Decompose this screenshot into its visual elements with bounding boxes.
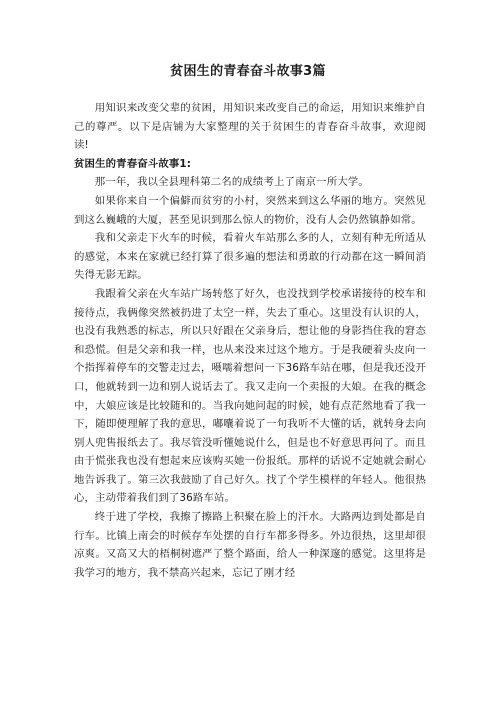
- document-title: 贫困生的青春奋斗故事3篇: [170, 64, 326, 79]
- body-paragraph: 如果你来自一个偏僻而贫穷的小村，突然来到这么华丽的地方。突然见到这么巍峨的大厦，甚至见识到那么惊人的物价，没有人会仍然镇静如常。: [74, 194, 426, 226]
- body-paragraph: 那一年，我以全县理科第二名的成绩考上了南京一所大学。: [94, 176, 369, 189]
- document-body: [74, 99, 426, 582]
- section-heading: 贫困生的青春奋斗故事1:: [74, 157, 192, 170]
- body-paragraph: 我和父亲走下火车的时候，看着火车站那么多的人，立刻有种无所适从的感觉，本来在家就已经打算了很多遍的想法和勇敢的行动都在这一瞬间消失得无影无踪。: [74, 232, 426, 282]
- body-paragraph: 我跟着父亲在火车站广场转悠了好久，也没找到学校承诺接待的校车和接待点，我俩像突然被扔进了太空一样，失去了重心。这里没有认识的人，也没有我熟悉的标志，所以只好跟在父亲身后，想让他的身影挡住我的窘态和恐慌。但是父亲和我一样，也从来没来过这个地方。于是我硬着头皮向一个指挥着停车的交警走过去，嗫嚅着想问一下36路车站在哪，但是我还没开口，他就转到一边和别人说话去了。我又走向一个卖报的大娘。在我的概念中，大娘应该是比较随和的。当我向她问起的时候，她有点茫然地看了我一下，随即便理解了我的意思，嘟囔着说了一句我听不大懂的话，就转身去向别人兜售报纸去了。我尽管没听懂她说什么，但是也不好意思再问了。而且由于慌张我也没有想起来应该购买她一份报纸。那样的话说不定她就会耐心地告诉我了。第三次我鼓励了自己好久。找了个学生模样的年轻人。他很热心，主动带着我们到了36路车站。: [74, 287, 426, 505]
- intro-paragraph: 用知识来改变父辈的贫困，用知识来改变自己的命运，用知识来维护自己的尊严。以下是店铺为大家整理的关于贫困生的青春奋斗故事，欢迎阅读!: [74, 102, 426, 152]
- body-paragraph: 终于进了学校，我擦了擦路上积聚在脸上的汗水。大路两边到处都是自行车。比镇上南会的时候存车处摆的自行车都多得多。外边很热，这里却很凉爽。又高又大的梧桐树遮严了整个路面，给人一种深邃的感觉。这里将是我学习的地方，我不禁高兴起来，忘记了刚才经: [74, 511, 426, 579]
